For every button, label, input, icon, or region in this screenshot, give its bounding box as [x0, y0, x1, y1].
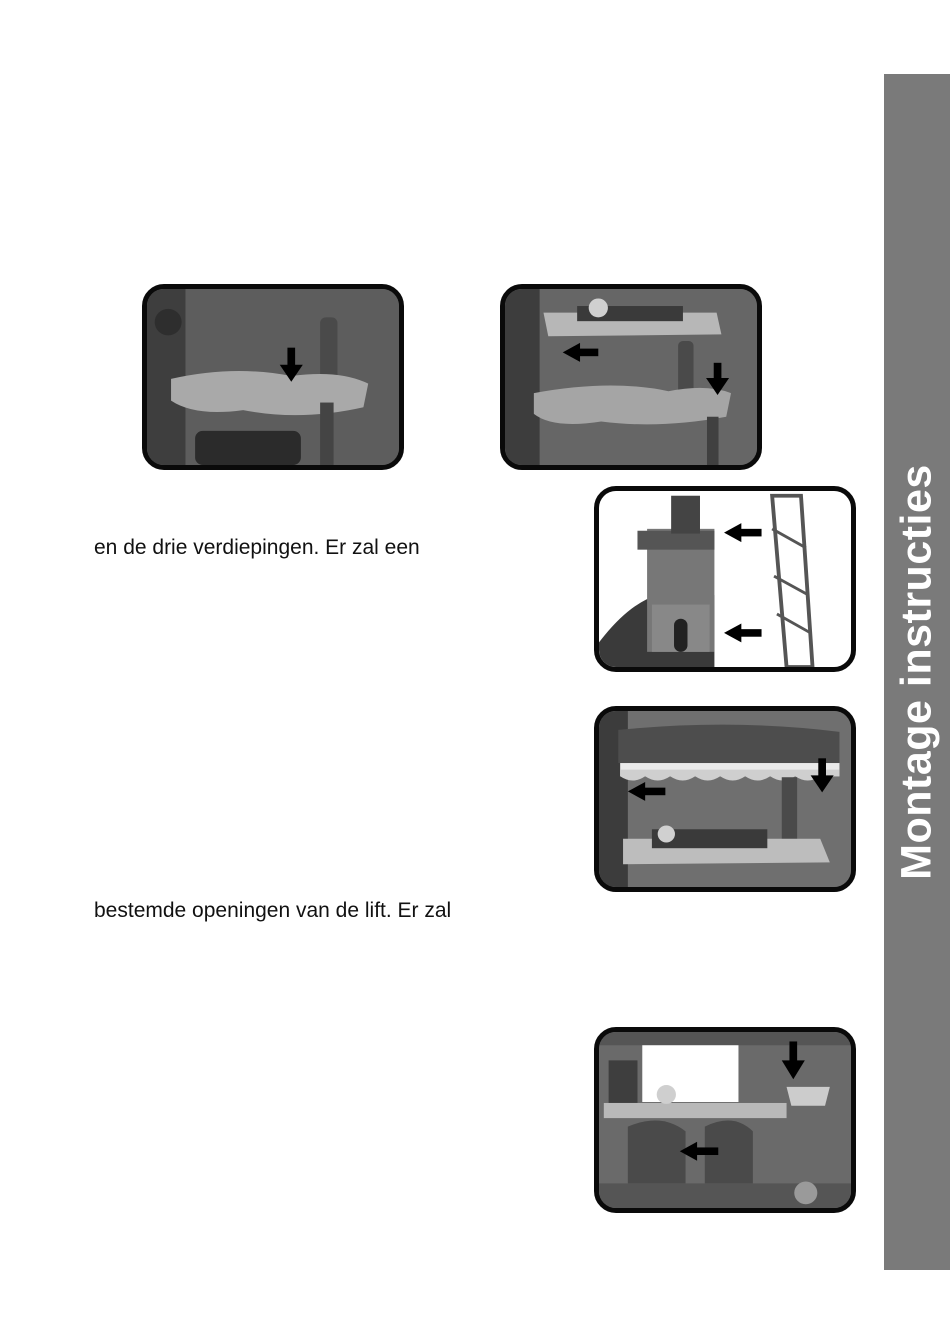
shelf-attach-photo: [142, 284, 404, 470]
paragraph-text: bestemde openingen van de lift. Er zal: [94, 899, 452, 922]
section-tab-label: Montage instructies: [892, 464, 941, 880]
paragraph-text: en de drie verdiepingen. Er zal een: [94, 536, 420, 559]
section-tab: [884, 74, 950, 1270]
roof-attach-photo: [594, 706, 856, 892]
elevator-attach-photo: [594, 486, 856, 672]
balcony-attach-photo: [594, 1027, 856, 1213]
second-floor-attach-photo: [500, 284, 762, 470]
